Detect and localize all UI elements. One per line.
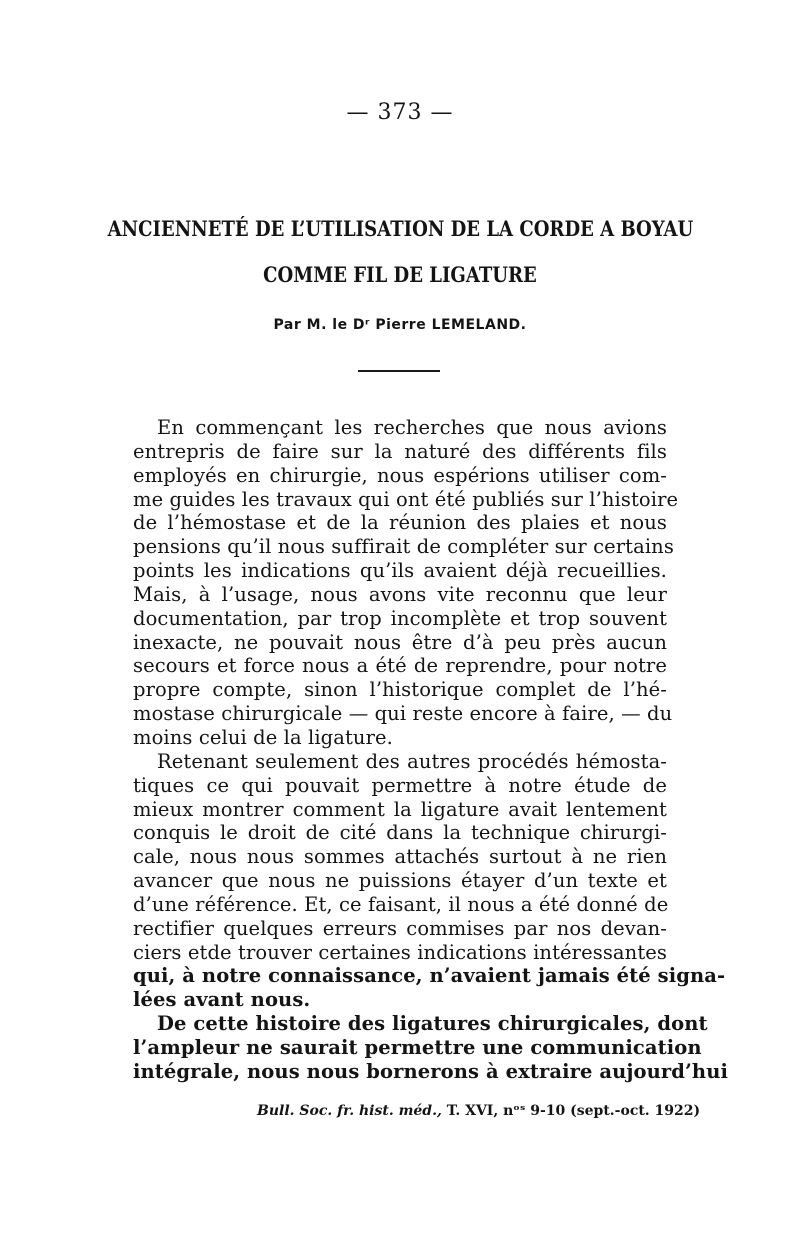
body-line: pensions qu’il nous suffirait de compléter sur certains <box>133 535 674 559</box>
body-line: cale, nous nous sommes attachés surtout à ne rien <box>133 845 667 869</box>
article-title-line-1: ANCIENNETÉ DE L’UTILISATION DE LA CORDE A BOYAU <box>107 216 694 241</box>
body-line: De cette histoire des ligatures chirurgicales, dont <box>157 1012 708 1036</box>
body-line: documentation, par trop incomplète et trop souvent <box>133 606 667 630</box>
article-title-line-2: COMME FIL DE LIGATURE <box>263 262 537 287</box>
body-line: En commençant les recherches que nous avions <box>157 416 667 439</box>
footer-journal: Bull. Soc. fr. hist. méd., <box>257 1103 442 1119</box>
body-line: qui, à notre connaissance, n’avaient jamais été signa- <box>133 964 726 988</box>
body-line: employés en chirurgie, nous espérions utiliser com- <box>133 463 667 487</box>
body-line: l’ampleur ne saurait permettre une communication <box>133 1035 702 1059</box>
body-line: de l’hémostase et de la réunion des plaies et nous <box>133 511 667 535</box>
body-line: Retenant seulement des autres procédés hémosta- <box>157 749 667 773</box>
footer-citation <box>257 1103 701 1119</box>
body-line: rectifier quelques erreurs commises par nos devan- <box>133 916 667 940</box>
body-line: moins celui de la ligature. <box>133 725 393 749</box>
body-line: Mais, à l’usage, nous avons vite reconnu que leur <box>133 582 667 606</box>
body-line: points les indications qu’ils avaient déjà recueillies. <box>133 559 667 583</box>
page-number: — 373 — <box>346 100 454 125</box>
body-line: me guides les travaux qui ont été publiés sur l’histoire <box>133 487 679 511</box>
body-line: secours et force nous a été de reprendre, pour notre <box>133 654 667 678</box>
body-line: mieux montrer comment la ligature avait lentement <box>133 797 667 821</box>
article-author: Par M. le Dʳ Pierre LEMELAND. <box>273 317 527 333</box>
title-separator-rule <box>358 370 440 372</box>
footer-reference: T. XVI, nᵒˢ 9-10 (sept.-oct. 1922) <box>441 1103 701 1119</box>
body-line: propre compte, sinon l’historique complet de l’hé- <box>133 678 667 702</box>
body-line: lées avant nous. <box>133 988 311 1012</box>
body-line: tiques ce qui pouvait permettre à notre étude de <box>133 773 667 797</box>
body-line: mostase chirurgicale — qui reste encore à faire, — du <box>133 702 673 726</box>
body-line: ciers etde trouver certaines indications intéressantes <box>133 940 667 964</box>
body-line: intégrale, nous nous bornerons à extraire aujourd’hui <box>133 1059 728 1083</box>
body-line: conquis le droit de cité dans la technique chirurgi- <box>133 821 667 845</box>
body-line: inexacte, ne pouvait nous être d’à peu près aucun <box>133 630 667 654</box>
article-body <box>133 416 728 1084</box>
body-line: entrepris de faire sur la naturé des différents fils <box>133 439 667 463</box>
body-line: avancer que nous ne puissions étayer d’un texte et <box>133 869 667 893</box>
body-line: d’une référence. Et, ce faisant, il nous a été donné de <box>133 892 669 916</box>
